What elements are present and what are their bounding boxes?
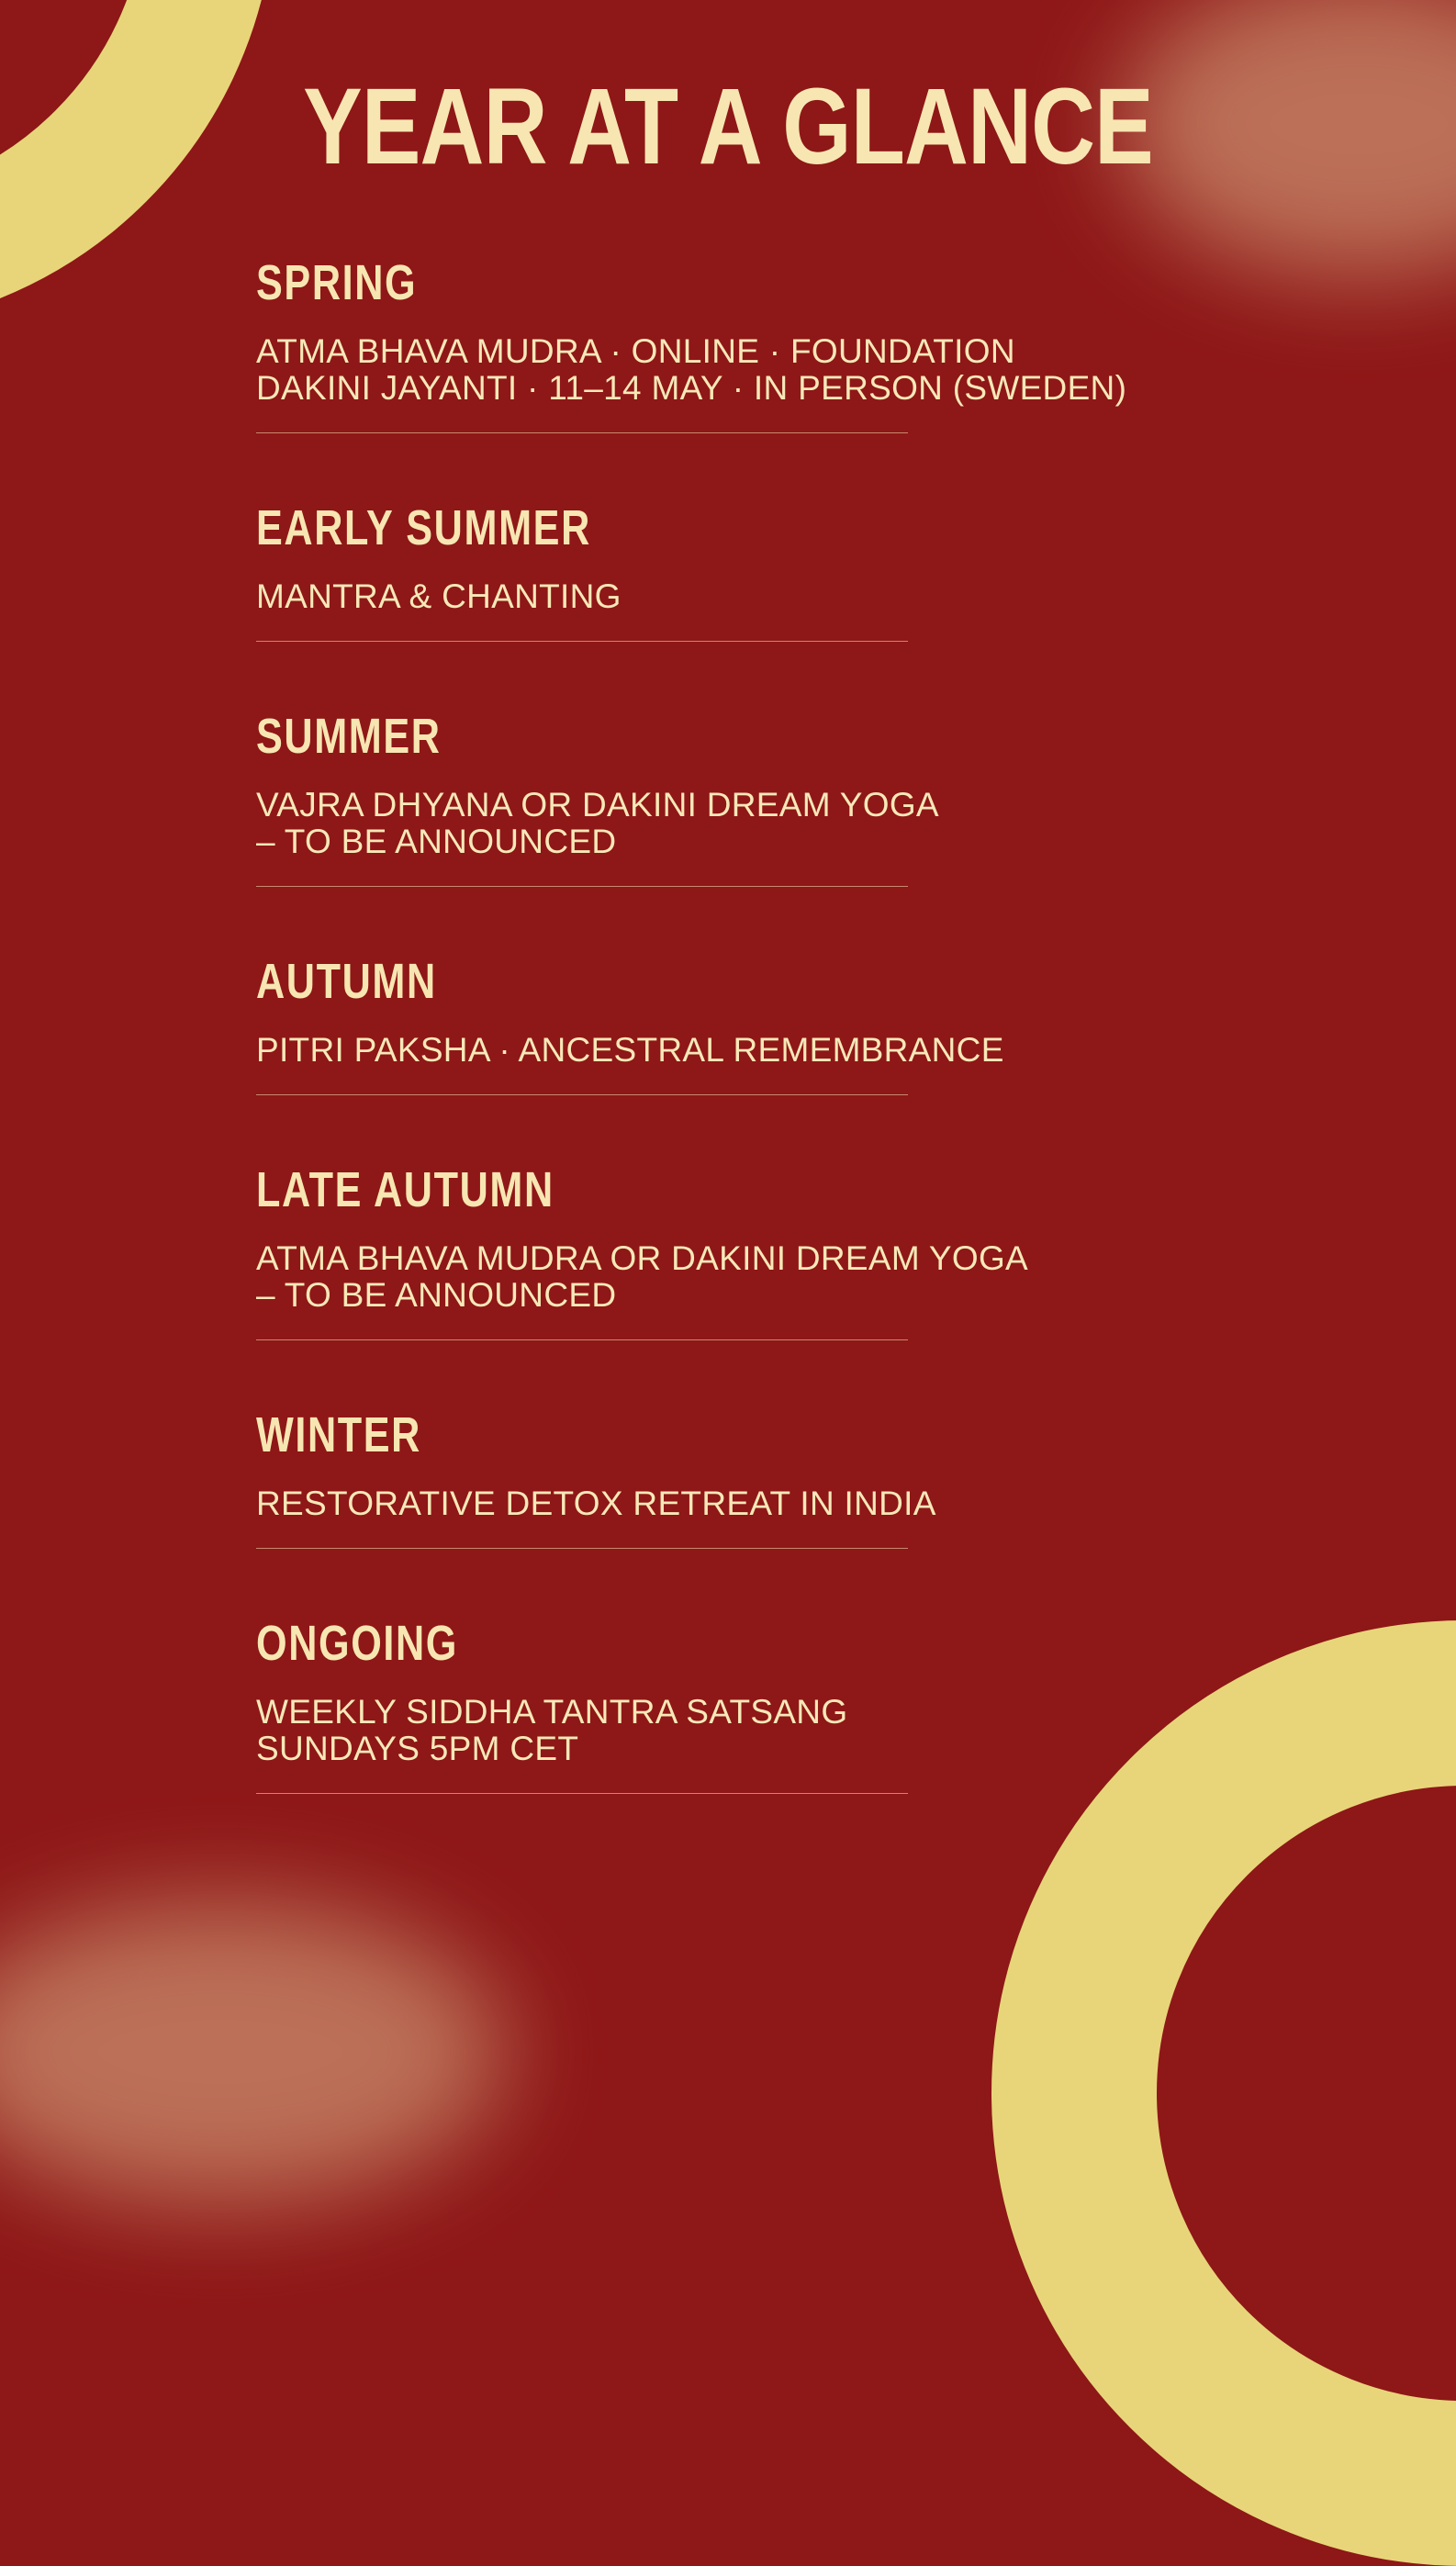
event-line: PITRI PAKSHA · ANCESTRAL REMEMBRANCE: [256, 1031, 1004, 1069]
season-winter: [256, 1405, 936, 1549]
season-heading: WINTER: [256, 1407, 421, 1462]
season-heading: LATE AUTUMN: [256, 1162, 554, 1217]
event-line: – TO BE ANNOUNCED: [256, 823, 617, 860]
event-line: DAKINI JAYANTI · 11–14 MAY · IN PERSON (SWEDEN): [256, 369, 1127, 407]
page-title: YEAR AT A GLANCE: [303, 66, 1153, 187]
season-autumn: [256, 951, 1004, 1095]
event-line: ATMA BHAVA MUDRA OR DAKINI DREAM YOGA: [256, 1239, 1029, 1277]
decorative-glow-bottom-left: [0, 1900, 505, 2203]
event-line: MANTRA & CHANTING: [256, 577, 622, 615]
season-spring: [256, 252, 1127, 433]
event-line: SUNDAYS 5PM CET: [256, 1730, 579, 1767]
season-late-autumn: [256, 1160, 1029, 1340]
season-heading: ONGOING: [256, 1616, 459, 1671]
season-schedule: [256, 252, 1266, 1858]
season-ongoing: [256, 1613, 908, 1794]
season-heading: EARLY SUMMER: [256, 500, 591, 555]
event-line: RESTORATIVE DETOX RETREAT IN INDIA: [256, 1485, 936, 1522]
event-line: ATMA BHAVA MUDRA · ONLINE · FOUNDATION: [256, 332, 1015, 370]
event-line: – TO BE ANNOUNCED: [256, 1276, 617, 1314]
event-line: VAJRA DHYANA OR DAKINI DREAM YOGA: [256, 786, 939, 824]
season-early-summer: [256, 498, 908, 642]
season-heading: SUMMER: [256, 709, 442, 764]
event-line: WEEKLY SIDDHA TANTRA SATSANG: [256, 1693, 848, 1731]
season-heading: SPRING: [256, 255, 418, 310]
season-heading: AUTUMN: [256, 954, 437, 1009]
season-summer: [256, 706, 939, 887]
